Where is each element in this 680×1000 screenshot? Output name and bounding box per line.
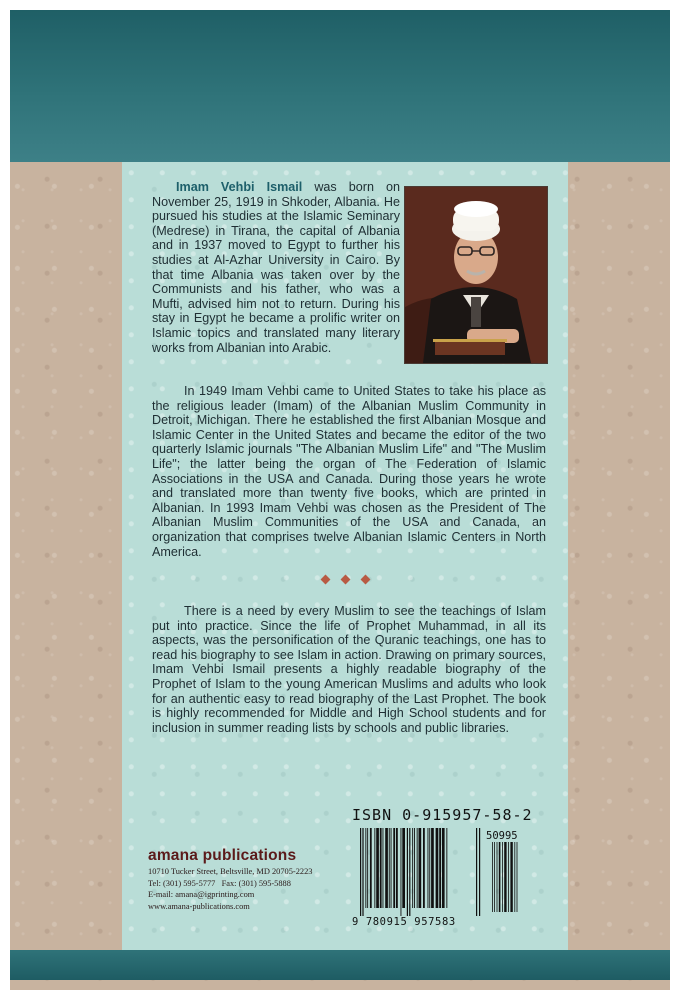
publisher-email: E-mail: amana@igprinting.com — [148, 890, 255, 899]
author-photo — [404, 186, 548, 364]
author-name: Imam Vehbi Ismail — [176, 180, 303, 194]
publisher-contact — [148, 866, 378, 912]
barcode-number: 9 780915 957583 — [352, 916, 456, 928]
publisher-name: amana publications — [148, 847, 297, 864]
bio-paragraph-2: In 1949 Imam Vehbi came to United States to take his place as the religious leader (Imam) of the Albanian Muslim Community in Detroit, Michigan. There he established the first Albanian Mosque and Islamic Center in the United States and became the editor of the two quarterly Islamic journals "The Albanian Muslim Life" and "The Muslim Life"; the latter being the organ of The Federation of Islamic Associations in the USA and Canada. During those years he wrote and translated more than twenty five books, which are printed in Albanian. In 1993 Imam Vehbi was chosen as the President of The Albanian Muslim Communities of the USA and Canada, an organization that comprises twelve Albanian Islamic Centers in North America. — [152, 384, 546, 559]
diamond-ornament-icon — [321, 575, 331, 585]
isbn-label: ISBN 0-915957-58-2 — [352, 806, 533, 824]
bio-intro-text: was born on November 25, 1919 in Shkoder, Albania. He pursued his studies at the Islamic Seminary (Medrese) in Tirana, the capital of Albania and in 1937 moved to Egypt to further his studies at Al-Azhar University in Cairo. By that time Albania was taken over by the Communists and his father, who was a Mufti, advised him not to return. During his stay in Egypt he became a prolific writer on Islamic topics and translated many literary works from Albanian into Arabic. — [152, 180, 401, 355]
publisher-phone: Tel: (301) 595-5777 Fax: (301) 595-5888 — [148, 878, 291, 888]
ornament-divider — [316, 573, 376, 587]
bio-paragraph-1 — [152, 180, 400, 355]
isbn-barcode — [352, 806, 542, 930]
diamond-ornament-icon — [361, 575, 371, 585]
bottom-band — [10, 950, 670, 980]
publisher-website: www.amana-publications.com — [148, 901, 250, 911]
publisher-address: 10710 Tucker Street, Beltsville, MD 20705-2223 — [148, 867, 313, 876]
top-band — [10, 10, 670, 162]
price-code: 50995 — [486, 830, 518, 842]
author-portrait-image — [405, 187, 547, 363]
book-description: There is a need by every Muslim to see the teachings of Islam put into practice. Since the life of Prophet Muhammad, in all its aspects, was the personification of the Quranic teachings, one has to read his biography to see Islam in action. Drawing on primary sources, Imam Vehbi Ismail presents a highly readable biography of the Prophet of Islam to the young American Muslims and adults who look for an authentic easy to read biography of the Last Prophet. The book is highly recommended for Middle and High School students and for inclusion in summer reading lists by schools and public libraries. — [152, 604, 546, 735]
diamond-ornament-icon — [341, 575, 351, 585]
